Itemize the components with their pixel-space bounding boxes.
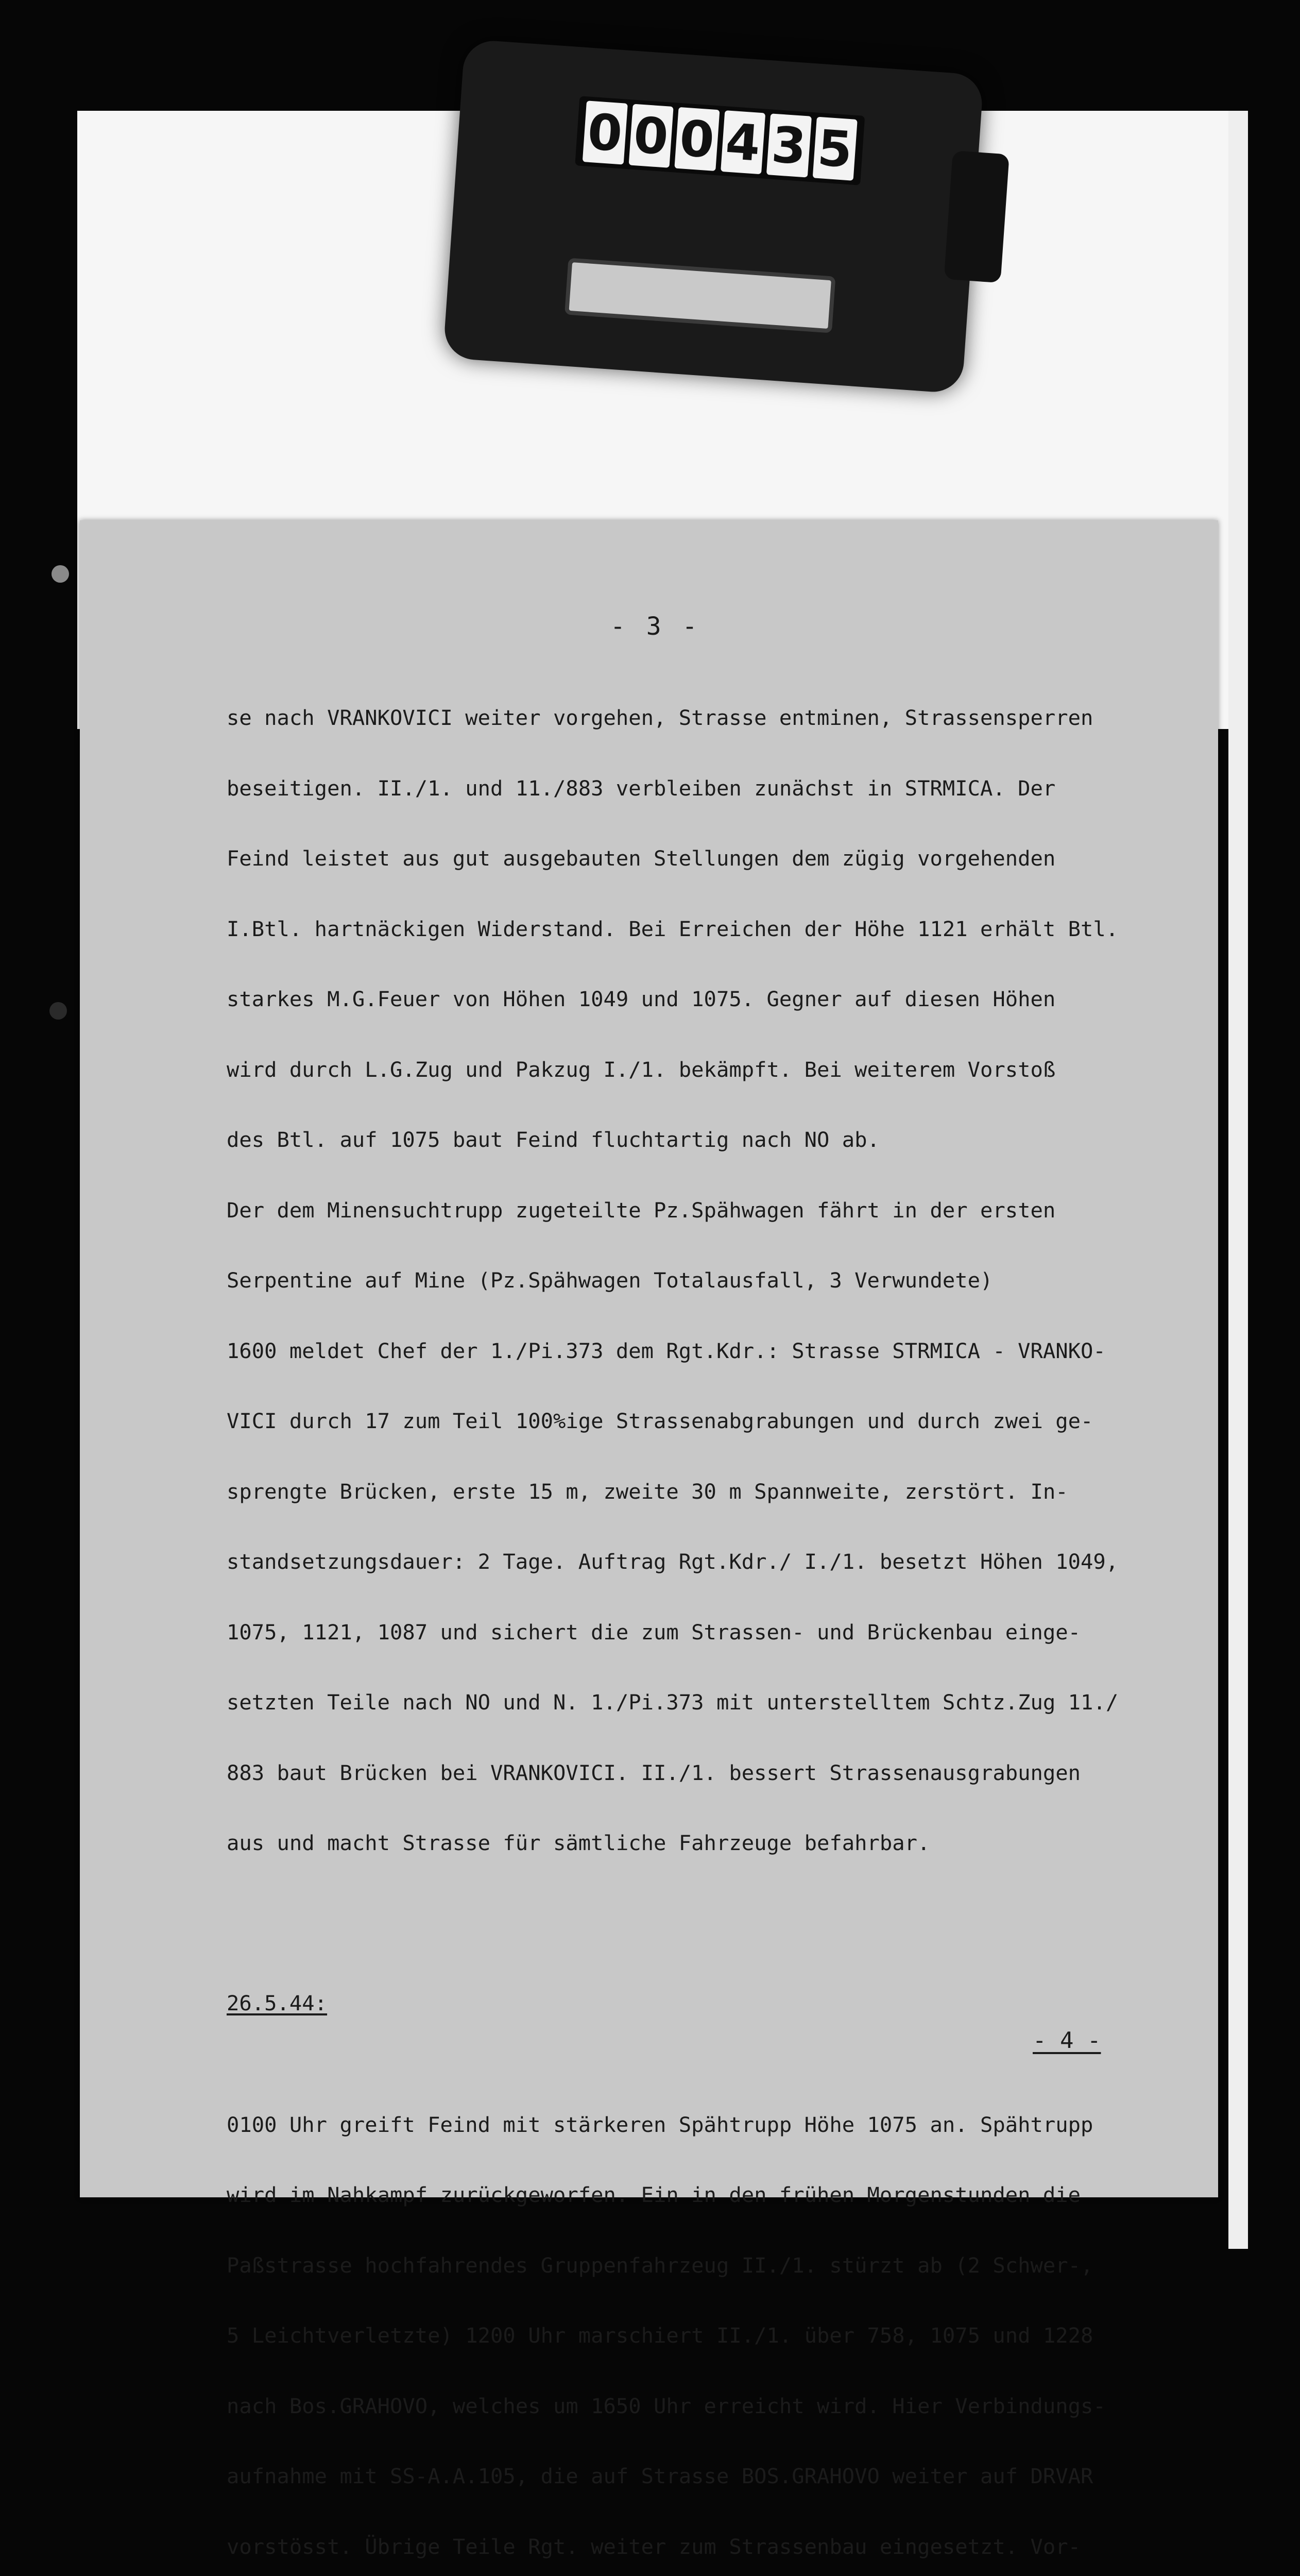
text-line: Paßstrasse hochfahrendes Gruppenfahrzeug II./1. stürzt ab (2 Schwer-, [227,2252,1093,2278]
text-line: se nach VRANKOVICI weiter vorgehen, Strasse entminen, Strassensperren [227,705,1093,730]
text-line: 1600 meldet Chef der 1./Pi.373 dem Rgt.Kdr.: Strasse STRMICA - VRANKO- [227,1338,1106,1363]
text-line: Serpentine auf Mine (Pz.Spähwagen Totalausfall, 3 Verwundete) [227,1268,993,1293]
text-line: beseitigen. II./1. und 11./883 verbleiben zunächst in STRMICA. Der [227,775,1056,801]
text-line: 1075, 1121, 1087 und sichert die zum Strassen- und Brückenbau einge- [227,1619,1081,1645]
text-line: 5 Leichtverletzte) 1200 Uhr marschiert II./1. über 758, 1075 und 1228 [227,2323,1093,2348]
punch-hole [49,1002,67,1020]
counter-plate [565,258,835,333]
section-gap [227,1925,1195,1945]
text-line: 883 baut Brücken bei VRANKOVICI. II./1. bessert Strassenausgrabungen [227,1760,1081,1785]
punch-hole-mark [52,565,69,583]
text-line: nach Bos.GRAHOVO, welches um 1650 Uhr erreicht wird. Hier Verbindungs- [227,2393,1106,2418]
counter-digit: 4 [721,110,766,174]
text-line: I.Btl. hartnäckigen Widerstand. Bei Erreichen der Höhe 1121 erhält Btl. [227,916,1119,941]
page-number: - 3 - [610,612,700,641]
counter-digit: 3 [766,113,812,177]
counter-digit: 5 [812,117,858,181]
text-line: sprengte Brücken, erste 15 m, zweite 30 m Spannweite, zerstört. In- [227,1479,1068,1504]
counter-knob [944,150,1010,283]
text-line: setzten Teile nach NO und N. 1./Pi.373 mit unterstelltem Schtz.Zug 11./ [227,1690,1119,1715]
text-line: wird durch L.G.Zug und Pakzug I./1. bekämpft. Bei weiterem Vorstoß [227,1057,1056,1082]
text-line: starkes M.G.Feuer von Höhen 1049 und 1075. Gegner auf diesen Höhen [227,987,1056,1011]
frame-counter [443,39,984,394]
counter-window [575,96,865,185]
next-page-marker: - 4 - [1033,2027,1101,2054]
text-line: Der dem Minensuchtrupp zugeteilte Pz.Spähwagen fährt in der ersten [227,1197,1056,1223]
date-heading: 26.5.44: [227,1991,328,2015]
text-line: 0100 Uhr greift Feind mit stärkeren Spähtrupp Höhe 1075 an. Spähtrupp [227,2112,1093,2137]
document-body [227,659,1195,2576]
counter-digit: 0 [583,100,628,164]
text-line: wird im Nahkampf zurückgeworfen. Ein in den frühen Morgenstunden die [227,2182,1081,2207]
section-gap [227,2062,1195,2066]
counter-digit: 0 [674,107,720,171]
text-line: aus und macht Strasse für sämtliche Fahrzeuge befahrbar. [227,1831,930,1855]
text-line: vorstösst. Übrige Teile Rgt. weiter zum Strassenbau eingesetzt. Vor- [227,2534,1081,2559]
text-line: des Btl. auf 1075 baut Feind fluchtartig nach NO ab. [227,1127,880,1152]
text-line: VICI durch 17 zum Teil 100%ige Strassenabgrabungen und durch zwei ge- [227,1409,1093,1433]
text-line: standsetzungsdauer: 2 Tage. Auftrag Rgt.Kdr./ I./1. besetzt Höhen 1049, [227,1549,1119,1574]
counter-digit: 0 [628,104,674,168]
text-line: Feind leistet aus gut ausgebauten Stellungen dem zügig vorgehenden [227,846,1056,871]
text-line: aufnahme mit SS-A.A.105, die auf Strasse BOS.GRAHOVO weiter auf DRVAR [227,2464,1093,2488]
document-page [80,520,1218,2559]
backing-sheet-edge [1228,111,1248,2249]
